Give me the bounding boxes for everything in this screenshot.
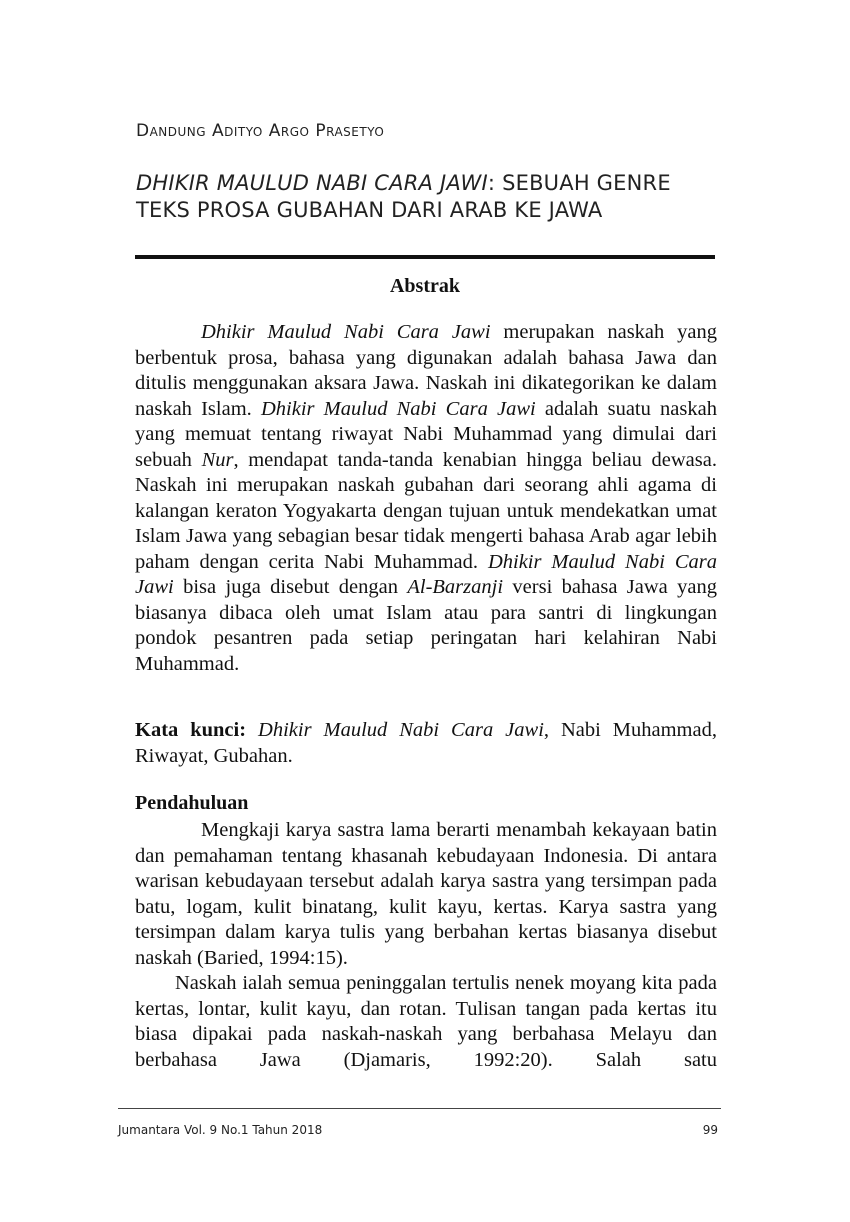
abstract-text: versi bahasa Jawa yang biasanya dibaca oleh umat Islam atau para santri di lingkungan pondok pesantren pada setiap peringatan hari kelahiran Nabi xyxy=(135,576,718,649)
paragraph-text: Naskah ialah semua peninggalan tertulis nenek moyang kita pada kertas, lontar, kulit kayu, dan rotan. Tulisan tangan pada kertas itu biasa dipakai pada naskah-naskah yang berbahasa Melayu dan berbahasa Jawa (Djamaris, 1992:20). Salah satu xyxy=(135,972,717,1071)
intro-paragraph-2 xyxy=(135,971,717,1073)
title-divider xyxy=(135,255,715,259)
page-number: 99 xyxy=(702,1123,718,1137)
abstract-text-italic: Dhikir Maulud Nabi Cara Jawi xyxy=(135,550,717,598)
abstract-text: merupakan naskah yang berbentuk prosa, bahasa yang digunakan adalah bahasa Jawa dan ditulis menggunakan aksara Jawa. Naskah ini dikategorikan ke dalam naskah Islam. xyxy=(135,321,717,420)
keywords-italic: Dhikir Maulud Nabi Cara Jawi xyxy=(246,719,544,741)
abstract-text-italic: Nur xyxy=(201,448,234,471)
footer-divider xyxy=(118,1108,721,1109)
section-heading-pendahuluan: Pendahuluan xyxy=(135,792,249,814)
abstract-text-italic: Dhikir Maulud Nabi Cara Jawi xyxy=(201,321,491,343)
abstract-paragraph xyxy=(135,320,717,652)
author-name: Dandung Adityo Argo Prasetyo xyxy=(136,121,385,141)
abstract-text: adalah suatu naskah yang memuat tentang riwayat Nabi Muhammad yang dimulai dari sebuah xyxy=(135,397,717,471)
paragraph-text: Mengkaji karya sastra lama berarti menambah kekayaan batin dan pemahaman tentang khasanah kebudayaan Indonesia. Di antara warisan kebudayaan tersebut adalah karya sastra yang tersimpan pada batu, logam, kulit binatang, kulit kayu, kertas. Karya sastra yang tersimpan dalam karya tulis yang berbahan kertas biasanya disebut naskah (Baried, 1994:15). xyxy=(135,819,717,969)
title-rest-part: : SEBUAH GENRE xyxy=(487,171,671,195)
keywords-label: Kata kunci: xyxy=(135,719,247,741)
abstract-text: bisa juga disebut dengan xyxy=(173,576,408,598)
journal-citation: Jumantara Vol. 9 No.1 Tahun 2018 xyxy=(118,1123,323,1137)
title-italic-part: DHIKIR MAULUD NABI CARA JAWI xyxy=(136,171,488,195)
title-second-line: TEKS PROSA GUBAHAN DARI ARAB KE JAWA xyxy=(136,198,603,222)
abstract-text: Muhammad. xyxy=(135,652,240,675)
abstract-text-italic: Al-Barzanji xyxy=(407,576,504,598)
abstract-text-italic: Dhikir Maulud Nabi Cara Jawi xyxy=(260,397,536,420)
abstract-heading: Abstrak xyxy=(389,275,460,297)
keywords-text: , Nabi Muhammad, Riwayat, Gubahan. xyxy=(135,719,717,767)
abstract-body xyxy=(135,320,717,677)
article-title xyxy=(136,170,736,224)
intro-paragraph-1 xyxy=(135,818,717,971)
abstract-text: , mendapat tanda-tanda kenabian hingga beliau dewasa. Naskah ini merupakan naskah gubahan dari seorang ahli agama di kalangan keraton Yogyakarta dengan tujuan untuk mendekatkan umat Islam Jawa yang sebagian besar tidak mengerti bahasa Arab agar lebih paham dengan cerita Nabi Muhammad. xyxy=(135,448,717,573)
keywords xyxy=(135,718,717,769)
abstract-last-line xyxy=(135,652,717,678)
